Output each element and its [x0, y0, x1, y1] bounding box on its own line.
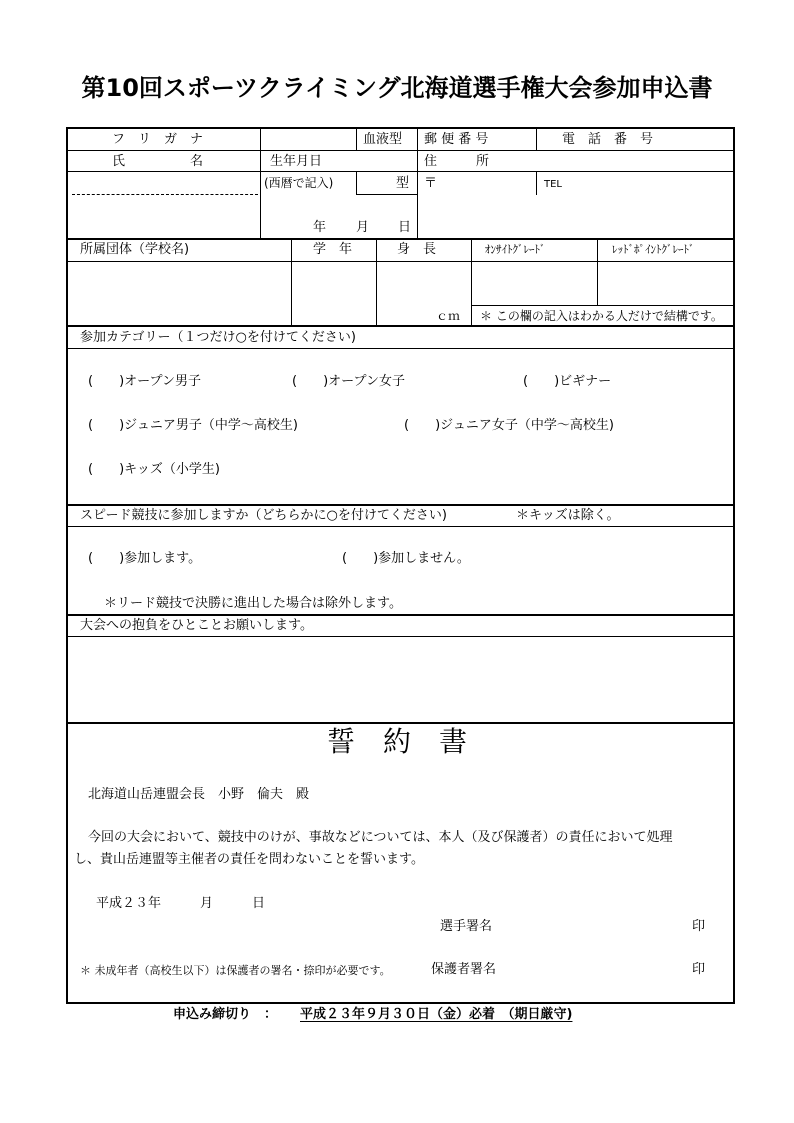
rule — [417, 127, 418, 239]
rule — [66, 150, 735, 151]
rule — [291, 239, 292, 326]
year-label: 年 — [313, 220, 327, 235]
dashed-rule — [72, 194, 258, 195]
category-beginner[interactable]: ( )ビギナー — [523, 374, 612, 389]
category-header: 参加カテゴリー（１つだけ○を付けてください) — [80, 330, 356, 345]
guardian-seal: 印 — [692, 962, 706, 977]
speed-header: スピード競技に参加しますか（どちらかに○を付けてください) — [80, 508, 447, 523]
oath-body-line1: 今回の大会において、競技中のけが、事故などについては、本人（及び保護者）の責任において処理 — [88, 830, 673, 845]
rule — [66, 614, 735, 616]
speed-no[interactable]: ( )参加しません。 — [342, 551, 470, 566]
rule — [597, 239, 598, 306]
tel-label: TEL — [544, 179, 562, 190]
onsight-label: ｵﾝｻｲﾄｸﾞﾚｰﾄﾞ — [485, 243, 546, 256]
rule — [66, 261, 735, 262]
rule — [66, 171, 735, 172]
guardian-sign-label: 保護者署名 — [431, 962, 497, 977]
phone-label: 電 話 番 号 — [562, 132, 654, 147]
rule — [471, 305, 735, 306]
rule — [260, 127, 261, 239]
category-kids[interactable]: ( )キッズ（小学生) — [88, 462, 220, 477]
height-label: 身 長 — [397, 242, 437, 257]
rule — [536, 171, 537, 195]
day-label: 日 — [398, 220, 412, 235]
birth-label: 生年月日 — [270, 154, 323, 169]
month-label: 月 — [356, 220, 370, 235]
rule — [66, 636, 735, 637]
oath-addressee: 北海道山岳連盟会長 小野 倫夫 殿 — [88, 787, 310, 802]
speed-kids-note: ＊キッズは除く。 — [516, 508, 620, 523]
rule — [66, 722, 735, 724]
rule — [356, 171, 357, 195]
category-junior-women[interactable]: ( )ジュニア女子（中学～高校生) — [404, 418, 614, 433]
address-label: 住 所 — [424, 154, 490, 169]
seireki-label: (西暦で記入) — [264, 176, 334, 190]
rule — [66, 526, 735, 527]
name-label: 氏 名 — [112, 154, 204, 169]
rule — [66, 504, 735, 506]
redpoint-label: ﾚｯﾄﾞﾎﾟｲﾝﾄｸﾞﾚｰﾄﾞ — [612, 243, 695, 256]
rule — [356, 194, 417, 195]
deadline-value: 平成２３年９月３０日（金）必着 （期日厳守) — [300, 1007, 573, 1022]
form-title: 第10回スポーツクライミング北海道選手権大会参加申込書 — [81, 74, 713, 102]
grade-note: ＊ この欄の記入はわかる人だけで結構です。 — [480, 309, 723, 323]
furigana-label: フ リ ガ ナ — [112, 132, 204, 147]
oath-title: 誓 約 書 — [326, 725, 467, 758]
rule — [66, 238, 735, 240]
rule — [66, 325, 735, 327]
oath-date: 平成２３年 月 日 — [96, 896, 266, 911]
speed-note: ＊リード競技で決勝に進出した場合は除外します。 — [104, 596, 402, 611]
oath-body-line2: し、貴山岳連盟等主催者の責任を問わないことを誓います。 — [74, 852, 424, 867]
affiliation-label: 所属団体（学校名) — [80, 242, 190, 257]
speed-yes[interactable]: ( )参加します。 — [88, 551, 202, 566]
postal-label: 郵 便 番 号 — [424, 132, 489, 147]
grade-label: 学 年 — [313, 242, 353, 257]
category-open-men[interactable]: ( )オープン男子 — [88, 374, 201, 389]
category-junior-men[interactable]: ( )ジュニア男子（中学～高校生) — [88, 418, 298, 433]
category-open-women[interactable]: ( )オープン女子 — [292, 374, 405, 389]
cm-label: ｃｍ — [436, 309, 461, 323]
blood-type-label: 型 — [396, 176, 410, 191]
player-seal: 印 — [692, 919, 706, 934]
deadline-label: 申込み締切り ： — [173, 1007, 278, 1022]
blood-label: 血液型 — [363, 132, 403, 147]
rule — [376, 239, 377, 326]
rule — [536, 127, 537, 150]
postal-mark: 〒 — [424, 176, 438, 191]
minor-note: ＊ 未成年者（高校生以下）は保護者の署名・捺印が必要です。 — [80, 964, 391, 977]
rule — [66, 348, 735, 349]
player-sign-label: 選手署名 — [440, 919, 493, 934]
rule — [471, 239, 472, 326]
ambition-header: 大会への抱負をひとことお願いします。 — [80, 618, 313, 633]
rule — [356, 127, 357, 150]
